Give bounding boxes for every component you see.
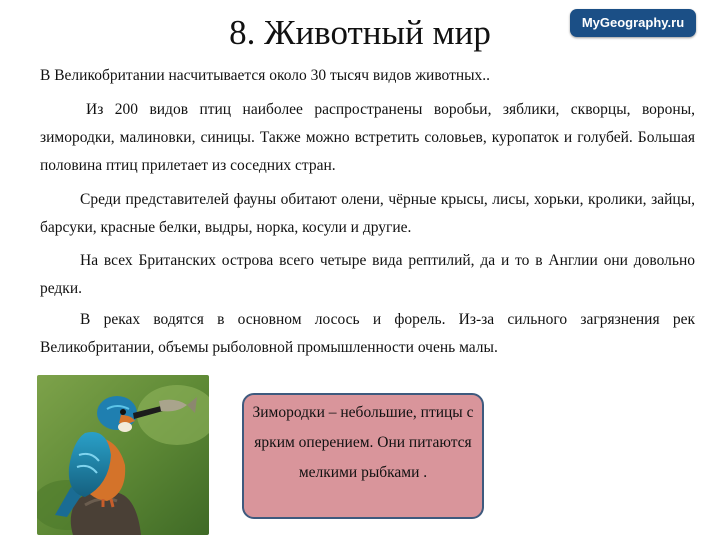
kingfisher-photo (37, 375, 209, 535)
site-logo[interactable]: MyGeography.ru (570, 9, 696, 37)
paragraph-fish: В реках водятся в основном лосось и форель. Из-за сильного загрязнения рек Великобритании, объемы рыболовной промышленности очень малы. (40, 311, 695, 356)
paragraph-fauna: Среди представителей фауны обитают олени, чёрные крысы, лисы, хорьки, кролики, зайцы, барсуки, красные белки, выдры, норка, косули и другие. (40, 191, 695, 236)
slide-title: 8. Животный мир (229, 13, 491, 52)
paragraph-birds: Из 200 видов птиц наиболее распространены воробьи, зяблики, скворцы, вороны, зимородки, малиновки, синицы. Также можно встретить соловьев, куропаток и голубей. Большая половина птиц прилетает из соседних стран. (40, 101, 695, 174)
paragraph-intro: В Великобритании насчитывается около 30 тысяч видов животных.. (40, 67, 491, 84)
kingfisher-callout: Зимородки – небольшие, птицы с ярким оперением. Они питаются мелкими рыбками . (242, 393, 484, 519)
paragraph-reptiles: На всех Британских острова всего четыре вида рептилий, да и то в Англии они довольно редки. (40, 252, 695, 297)
